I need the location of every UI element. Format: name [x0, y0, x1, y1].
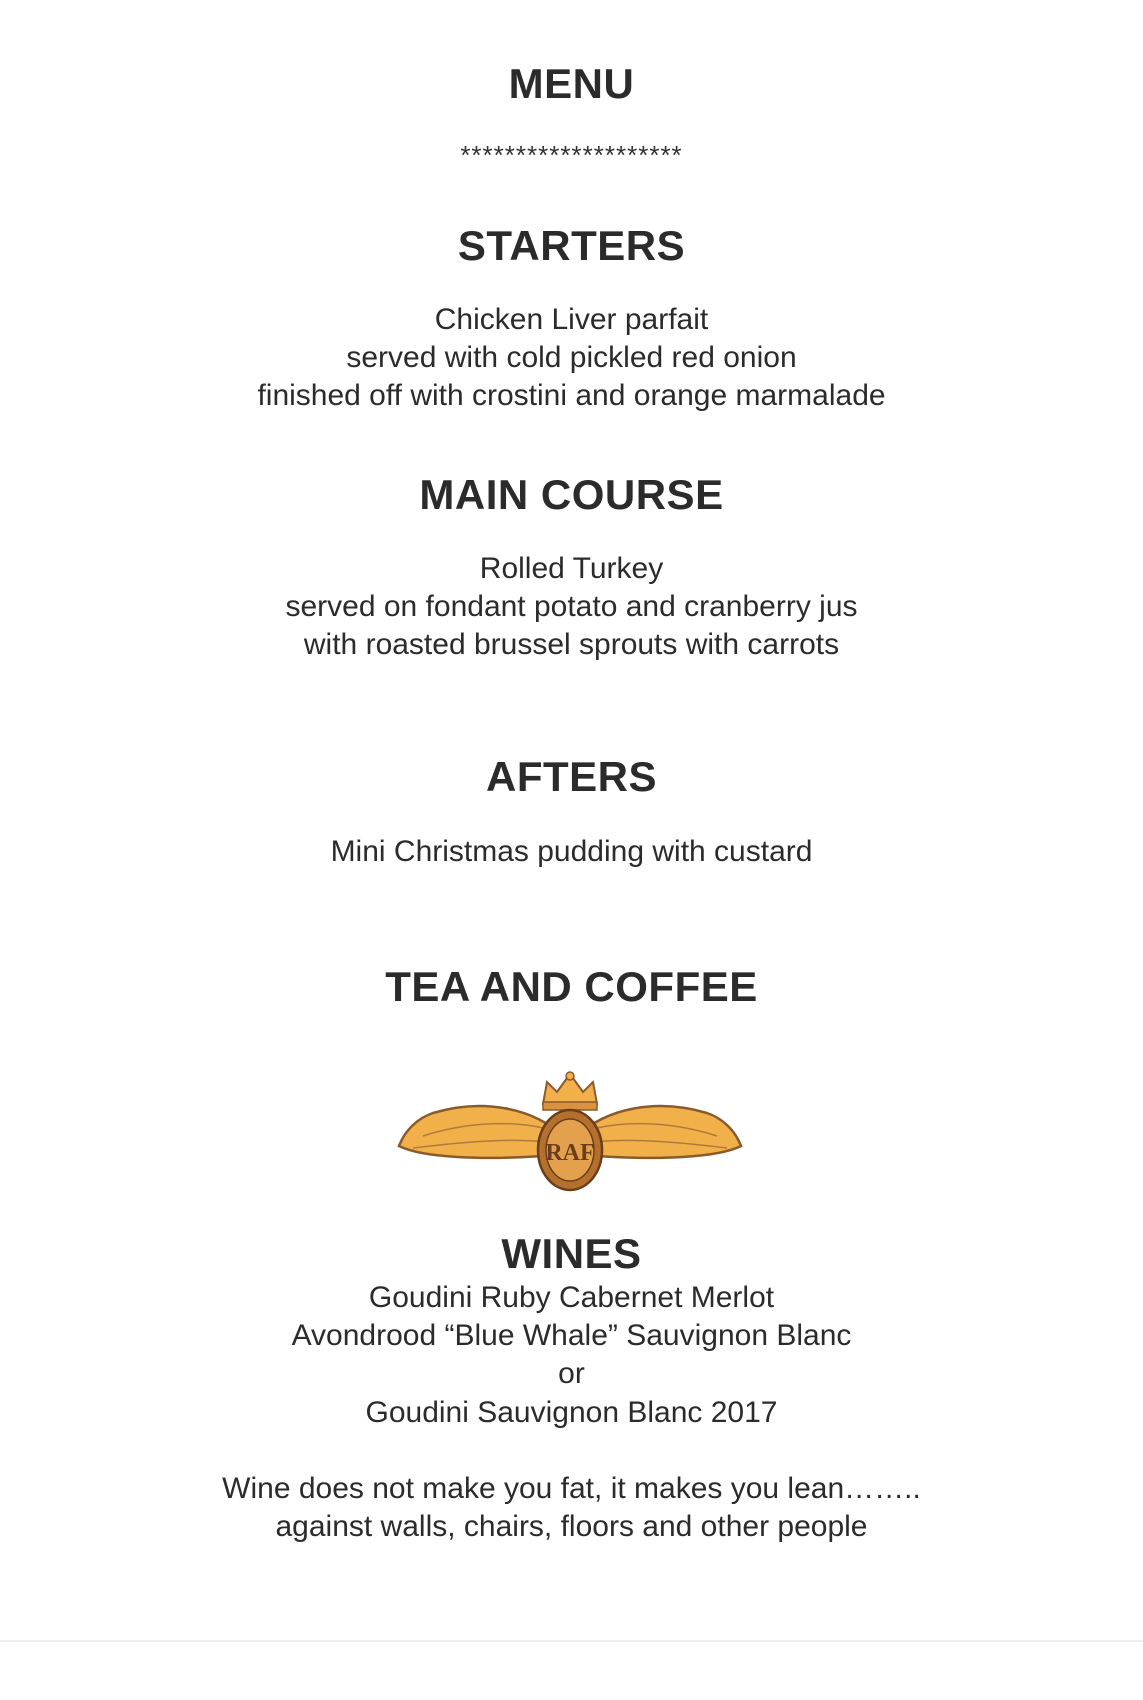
wines-heading: WINES [501, 1230, 642, 1277]
menu-title: MENU [508, 60, 635, 107]
quote-line: against walls, chairs, floors and other people [275, 1510, 868, 1543]
main-course-line: with roasted brussel sprouts with carrots [303, 628, 840, 661]
afters-heading: AFTERS [486, 753, 657, 800]
quote-line: Wine does not make you fat, it makes you lean…….. [222, 1472, 921, 1505]
tea-coffee-heading: TEA AND COFFEE [385, 963, 758, 1010]
page-edge-line [0, 1640, 1143, 1642]
wines-line: Goudini Ruby Cabernet Merlot [368, 1281, 775, 1314]
menu-divider: ******************** [460, 140, 683, 170]
wines-line: Avondrood “Blue Whale” Sauvignon Blanc [291, 1319, 852, 1352]
main-course-line: Rolled Turkey [479, 552, 664, 585]
main-course-heading: MAIN COURSE [419, 471, 724, 518]
afters-line: Mini Christmas pudding with custard [330, 835, 813, 868]
main-course-line: served on fondant potato and cranberry jus [285, 590, 858, 623]
starters-line: served with cold pickled red onion [346, 341, 797, 374]
wines-separator: or [558, 1357, 585, 1390]
starters-line: Chicken Liver parfait [434, 303, 709, 336]
starters-line: finished off with crostini and orange marmalade [257, 379, 886, 412]
starters-heading: STARTERS [457, 222, 686, 269]
raf-wings-badge-icon [393, 1068, 747, 1198]
wines-line: Goudini Sauvignon Blanc 2017 [365, 1396, 778, 1429]
emblem-text: RAF [545, 1140, 595, 1166]
